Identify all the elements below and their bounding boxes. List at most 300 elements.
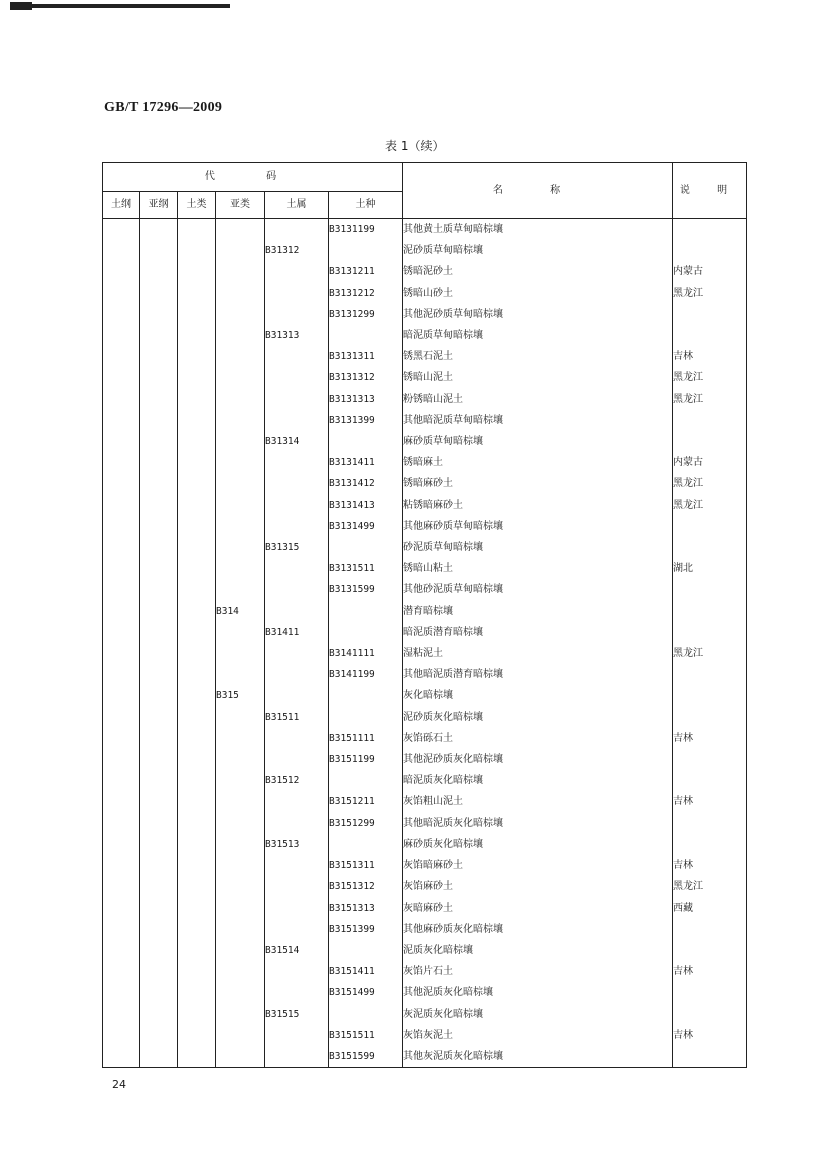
code-cell (216, 961, 265, 982)
table-row (103, 813, 747, 834)
code-cell (178, 622, 216, 643)
region-note (673, 431, 747, 452)
code-cell (140, 1004, 178, 1025)
code-value: B31511 (265, 707, 329, 728)
region-note: 黑龙江 (673, 473, 747, 494)
code-value: B3131511 (329, 558, 403, 579)
soil-name: 其他暗泥质草甸暗棕壤 (403, 410, 673, 431)
soil-name: 锈暗麻砂土 (403, 473, 673, 494)
table-row (103, 791, 747, 812)
code-value: B3131499 (329, 516, 403, 537)
code-cell (216, 473, 265, 494)
code-cell (265, 749, 329, 770)
code-cell (140, 304, 178, 325)
code-cell (216, 1046, 265, 1068)
code-value: B3141199 (329, 664, 403, 685)
code-cell (216, 707, 265, 728)
code-cell (140, 919, 178, 940)
code-cell (178, 537, 216, 558)
code-cell (140, 261, 178, 282)
code-cell (265, 643, 329, 664)
region-note (673, 982, 747, 1003)
code-cell (103, 558, 140, 579)
soil-name: 锈暗山砂土 (403, 283, 673, 304)
region-note: 黑龙江 (673, 283, 747, 304)
code-cell (178, 919, 216, 940)
code-cell (178, 685, 216, 706)
table-row (103, 601, 747, 622)
code-cell (103, 452, 140, 473)
code-cell (103, 283, 140, 304)
soil-name: 粘锈暗麻砂土 (403, 495, 673, 516)
table-row (103, 367, 747, 388)
soil-name: 灰馅砾石土 (403, 728, 673, 749)
soil-name: 暗泥质草甸暗棕壤 (403, 325, 673, 346)
code-cell (265, 346, 329, 367)
code-cell (103, 898, 140, 919)
soil-name: 其他泥质灰化暗棕壤 (403, 982, 673, 1003)
code-cell (216, 813, 265, 834)
code-cell (103, 940, 140, 961)
code-cell (103, 346, 140, 367)
region-note (673, 240, 747, 261)
code-value: B3151299 (329, 813, 403, 834)
code-value: B3131313 (329, 389, 403, 410)
code-cell (103, 770, 140, 791)
table-row (103, 1004, 747, 1025)
code-cell (265, 473, 329, 494)
code-cell (216, 664, 265, 685)
code-cell (140, 982, 178, 1003)
code-cell (265, 261, 329, 282)
code-cell (140, 961, 178, 982)
code-value: B3151111 (329, 728, 403, 749)
code-cell (265, 791, 329, 812)
soil-name: 其他泥砂质灰化暗棕壤 (403, 749, 673, 770)
code-cell (140, 940, 178, 961)
code-cell (103, 855, 140, 876)
region-note: 黑龙江 (673, 876, 747, 897)
code-cell (103, 834, 140, 855)
soil-name: 泥砂质灰化暗棕壤 (403, 707, 673, 728)
code-cell (265, 452, 329, 473)
code-cell (178, 813, 216, 834)
code-cell (140, 473, 178, 494)
code-cell (178, 410, 216, 431)
code-cell (216, 643, 265, 664)
code-value: B3131399 (329, 410, 403, 431)
code-value: B3131311 (329, 346, 403, 367)
code-value: B3131412 (329, 473, 403, 494)
region-note: 湖北 (673, 558, 747, 579)
code-cell (178, 1046, 216, 1068)
code-cell (265, 516, 329, 537)
code-cell (103, 1004, 140, 1025)
code-cell (140, 664, 178, 685)
code-cell (103, 516, 140, 537)
soil-name: 锈黑石泥土 (403, 346, 673, 367)
code-cell (216, 325, 265, 346)
standard-code: GB/T 17296—2009 (104, 100, 223, 115)
code-cell (103, 622, 140, 643)
code-cell (178, 1025, 216, 1046)
code-cell (140, 346, 178, 367)
code-cell (103, 982, 140, 1003)
code-cell (216, 1004, 265, 1025)
code-cell (265, 219, 329, 241)
code-value: B3151313 (329, 898, 403, 919)
region-note (673, 516, 747, 537)
code-cell (216, 431, 265, 452)
code-cell (265, 813, 329, 834)
code-cell (178, 558, 216, 579)
code-cell (140, 643, 178, 664)
table-row (103, 664, 747, 685)
region-note (673, 1004, 747, 1025)
region-note: 黑龙江 (673, 643, 747, 664)
code-value: B3131599 (329, 579, 403, 600)
region-note: 吉林 (673, 728, 747, 749)
table-row (103, 940, 747, 961)
code-cell (216, 834, 265, 855)
code-cell (140, 558, 178, 579)
code-cell (216, 791, 265, 812)
soil-name: 灰泥质灰化暗棕壤 (403, 1004, 673, 1025)
region-note (673, 410, 747, 431)
code-cell (178, 261, 216, 282)
code-cell (178, 367, 216, 388)
region-note: 内蒙古 (673, 261, 747, 282)
table-row (103, 961, 747, 982)
code-value: B3151411 (329, 961, 403, 982)
code-cell (216, 367, 265, 388)
code-cell (103, 919, 140, 940)
code-value: B31315 (265, 537, 329, 558)
code-value: B3151312 (329, 876, 403, 897)
region-note: 吉林 (673, 1025, 747, 1046)
table-row (103, 325, 747, 346)
soil-name: 灰暗麻砂土 (403, 898, 673, 919)
code-cell (216, 940, 265, 961)
code-cell (140, 1025, 178, 1046)
code-cell (178, 770, 216, 791)
table-row (103, 537, 747, 558)
code-value: B31515 (265, 1004, 329, 1025)
code-cell (103, 389, 140, 410)
code-cell (103, 367, 140, 388)
code-cell (140, 601, 178, 622)
code-cell (140, 367, 178, 388)
code-cell (178, 749, 216, 770)
code-cell (265, 304, 329, 325)
table-row (103, 410, 747, 431)
code-cell (265, 389, 329, 410)
code-value: B3131411 (329, 452, 403, 473)
region-note (673, 219, 747, 241)
table-row (103, 898, 747, 919)
code-cell (329, 601, 403, 622)
code-cell (178, 982, 216, 1003)
region-note: 吉林 (673, 961, 747, 982)
code-cell (265, 982, 329, 1003)
table-row (103, 919, 747, 940)
code-cell (178, 601, 216, 622)
code-cell (265, 855, 329, 876)
code-cell (140, 240, 178, 261)
code-cell (103, 431, 140, 452)
table-row (103, 219, 747, 241)
code-cell (265, 601, 329, 622)
soil-name: 麻砂质草甸暗棕壤 (403, 431, 673, 452)
code-cell (216, 558, 265, 579)
region-note: 西藏 (673, 898, 747, 919)
code-cell (216, 516, 265, 537)
code-value: B3131212 (329, 283, 403, 304)
code-cell (103, 304, 140, 325)
code-cell (178, 876, 216, 897)
code-cell (265, 685, 329, 706)
code-cell (140, 876, 178, 897)
code-value: B3151211 (329, 791, 403, 812)
region-note (673, 622, 747, 643)
code-value: B31313 (265, 325, 329, 346)
code-cell (140, 389, 178, 410)
code-cell (216, 749, 265, 770)
table-row (103, 452, 747, 473)
code-cell (178, 791, 216, 812)
code-cell (140, 495, 178, 516)
code-value: B3151311 (329, 855, 403, 876)
soil-name: 粉锈暗山泥土 (403, 389, 673, 410)
table-row (103, 558, 747, 579)
code-cell (329, 707, 403, 728)
code-cell (265, 728, 329, 749)
code-cell (140, 813, 178, 834)
code-cell (140, 579, 178, 600)
code-value: B3151511 (329, 1025, 403, 1046)
code-cell (216, 495, 265, 516)
code-value: B3131211 (329, 261, 403, 282)
code-cell (178, 855, 216, 876)
code-cell (216, 283, 265, 304)
table-row (103, 1025, 747, 1046)
code-value: B3151499 (329, 982, 403, 1003)
soil-name: 暗泥质潜育暗棕壤 (403, 622, 673, 643)
region-note (673, 325, 747, 346)
region-note: 黑龙江 (673, 367, 747, 388)
code-cell (265, 495, 329, 516)
code-cell (265, 961, 329, 982)
code-value: B31513 (265, 834, 329, 855)
table-row (103, 707, 747, 728)
soil-name: 灰馅片石土 (403, 961, 673, 982)
scan-edge-mark (10, 4, 230, 8)
code-cell (265, 410, 329, 431)
code-cell (178, 473, 216, 494)
table-row (103, 685, 747, 706)
code-value: B315 (216, 685, 265, 706)
code-cell (216, 876, 265, 897)
code-cell (140, 770, 178, 791)
code-cell (178, 834, 216, 855)
code-cell (216, 1025, 265, 1046)
code-cell (103, 325, 140, 346)
table-row (103, 749, 747, 770)
code-cell (329, 1004, 403, 1025)
table-caption: 表 1（续） (385, 139, 445, 153)
code-cell (103, 410, 140, 431)
code-value: B3131199 (329, 219, 403, 241)
code-cell (103, 876, 140, 897)
code-cell (103, 219, 140, 241)
code-value: B3151199 (329, 749, 403, 770)
code-cell (265, 579, 329, 600)
region-note (673, 919, 747, 940)
code-cell (178, 961, 216, 982)
table-row (103, 473, 747, 494)
column-header-tugang: 土纲 (103, 192, 140, 219)
code-cell (329, 834, 403, 855)
region-note (673, 685, 747, 706)
soil-name: 锈暗泥砂土 (403, 261, 673, 282)
code-cell (103, 261, 140, 282)
soil-name: 其他砂泥质草甸暗棕壤 (403, 579, 673, 600)
region-note (673, 601, 747, 622)
table-row (103, 283, 747, 304)
code-cell (140, 431, 178, 452)
code-cell (140, 452, 178, 473)
code-cell (329, 770, 403, 791)
soil-name: 其他泥砂质草甸暗棕壤 (403, 304, 673, 325)
table-row (103, 982, 747, 1003)
code-cell (103, 643, 140, 664)
soil-name: 麻砂质灰化暗棕壤 (403, 834, 673, 855)
code-value: B314 (216, 601, 265, 622)
code-cell (329, 431, 403, 452)
code-cell (265, 558, 329, 579)
code-cell (140, 749, 178, 770)
soil-name: 其他灰泥质灰化暗棕壤 (403, 1046, 673, 1068)
region-note (673, 304, 747, 325)
code-cell (140, 516, 178, 537)
column-header-tulei: 土类 (178, 192, 216, 219)
code-cell (329, 325, 403, 346)
region-note: 吉林 (673, 855, 747, 876)
code-cell (216, 728, 265, 749)
code-cell (216, 579, 265, 600)
soil-classification-table (102, 162, 747, 1068)
code-cell (103, 961, 140, 982)
table-row (103, 346, 747, 367)
soil-name: 其他麻砂质灰化暗棕壤 (403, 919, 673, 940)
soil-name: 灰馅灰泥土 (403, 1025, 673, 1046)
code-cell (265, 664, 329, 685)
table-row (103, 622, 747, 643)
table-row (103, 431, 747, 452)
code-cell (178, 664, 216, 685)
code-cell (216, 240, 265, 261)
code-cell (265, 367, 329, 388)
region-note (673, 834, 747, 855)
code-cell (178, 431, 216, 452)
code-cell (140, 325, 178, 346)
code-cell (265, 898, 329, 919)
code-cell (265, 876, 329, 897)
code-cell (178, 728, 216, 749)
region-note (673, 537, 747, 558)
code-cell (178, 304, 216, 325)
code-cell (140, 622, 178, 643)
code-cell (140, 685, 178, 706)
code-cell (178, 940, 216, 961)
table-row (103, 261, 747, 282)
code-cell (216, 622, 265, 643)
code-cell (329, 622, 403, 643)
code-cell (140, 707, 178, 728)
table-row (103, 389, 747, 410)
code-value: B3151599 (329, 1046, 403, 1068)
code-cell (216, 304, 265, 325)
code-cell (216, 770, 265, 791)
code-cell (216, 855, 265, 876)
soil-name: 其他暗泥质灰化暗棕壤 (403, 813, 673, 834)
code-cell (103, 537, 140, 558)
code-cell (265, 1025, 329, 1046)
code-cell (140, 537, 178, 558)
code-cell (329, 240, 403, 261)
soil-name: 灰馅麻砂土 (403, 876, 673, 897)
table-body (103, 219, 747, 1068)
code-cell (216, 261, 265, 282)
region-note (673, 664, 747, 685)
region-note (673, 813, 747, 834)
soil-name: 其他暗泥质潜育暗棕壤 (403, 664, 673, 685)
code-cell (178, 240, 216, 261)
code-cell (216, 898, 265, 919)
table-row (103, 834, 747, 855)
table-row (103, 728, 747, 749)
code-cell (178, 898, 216, 919)
soil-name: 暗泥质灰化暗棕壤 (403, 770, 673, 791)
name-column-header: 名 称 (403, 163, 673, 219)
code-cell (103, 813, 140, 834)
code-cell (103, 1025, 140, 1046)
code-cell (140, 410, 178, 431)
note-column-header: 说 明 (673, 163, 747, 219)
code-cell (140, 1046, 178, 1068)
soil-name: 潜育暗棕壤 (403, 601, 673, 622)
soil-name: 灰化暗棕壤 (403, 685, 673, 706)
table-row (103, 579, 747, 600)
code-cell (178, 579, 216, 600)
code-cell (140, 834, 178, 855)
code-cell (103, 749, 140, 770)
table-row (103, 1046, 747, 1068)
soil-name: 泥质灰化暗棕壤 (403, 940, 673, 961)
code-cell (265, 283, 329, 304)
code-cell (329, 685, 403, 706)
table-row (103, 516, 747, 537)
table-row (103, 240, 747, 261)
code-cell (216, 919, 265, 940)
table-row (103, 643, 747, 664)
region-note (673, 1046, 747, 1068)
code-cell (265, 1046, 329, 1068)
code-cell (140, 898, 178, 919)
code-cell (103, 579, 140, 600)
code-cell (140, 219, 178, 241)
code-value: B3151399 (329, 919, 403, 940)
